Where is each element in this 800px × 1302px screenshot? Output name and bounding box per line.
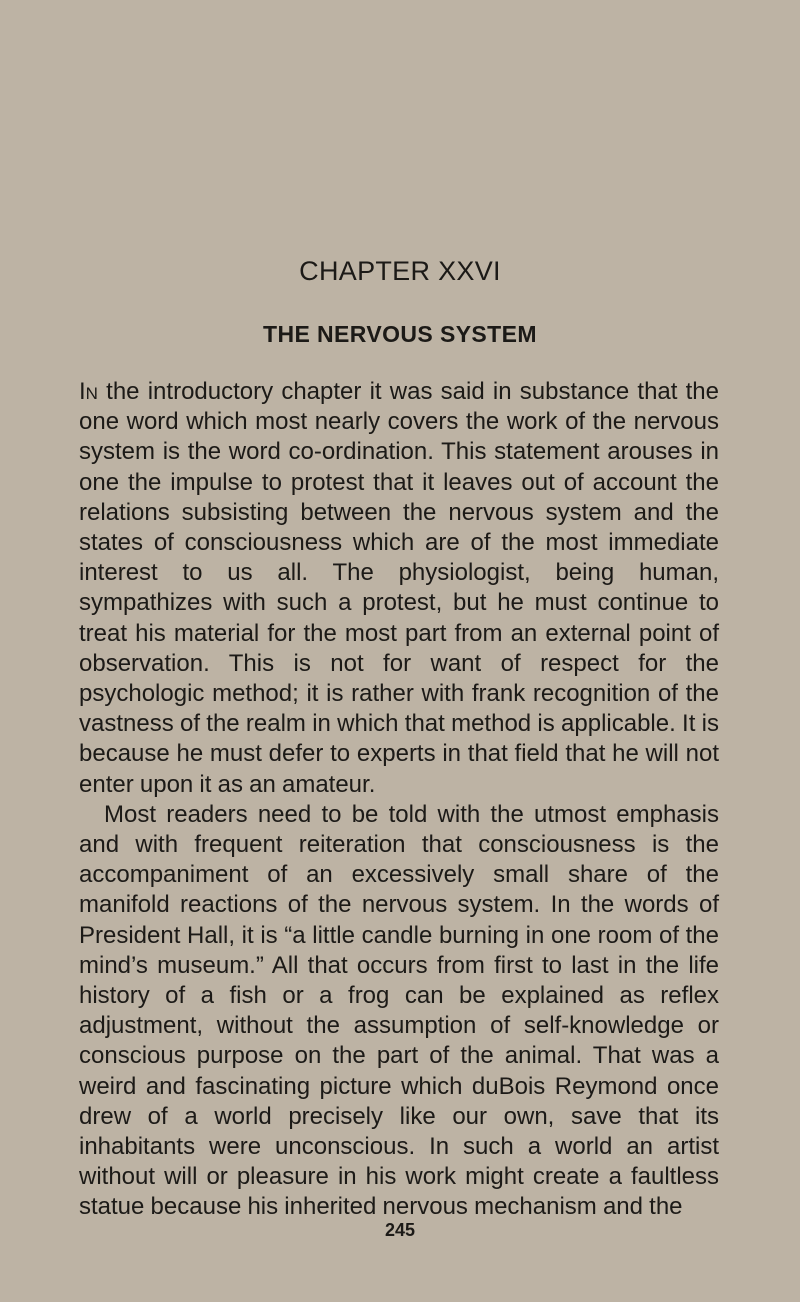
chapter-title: THE NERVOUS SYSTEM xyxy=(263,321,537,347)
paragraph-2: Most readers need to be told with the utmost emphasis and with frequent reiteration that consciousness is the accompaniment of an excessively small share of the manifold reactions of the nervous system. In the words of President Hall, it is “a little candle burning in one room of the mind’s museum.” All that occurs from first to last in the life history of a fish or a frog can be explained as reflex adjustment, without the assumption of self-knowledge or conscious purpose on the part of the animal. That was a weird and fascinating picture which duBois Reymond once drew of a world precisely like our own, save that its inhabitants were unconscious. In such a world an artist without will or pleasure in his work might create a faultless statue because his inherited nervous mechanism and the xyxy=(79,800,719,1221)
chapter-number: CHAPTER XXVI xyxy=(299,256,501,286)
body-text xyxy=(79,377,719,1223)
paragraph-lead-word: In xyxy=(79,378,98,405)
paragraph-1-text: the introductory chapter it was said in substance that the one word which most nearly covers the work of the nervous system is the word co-ordination. This statement arouses in one the impulse to protest that it leaves out of account the relations subsisting between the nervous system and the states of consciousness which are of the most immediate interest to us all. The physiologist, being human, sympathizes with such a protest, but he must continue to treat his material for the most part from an external point of observation. This is not for want of respect for the psychologic method; it is rather with frank recognition of the vastness of the realm in which that method is applicable. It is because he must defer to experts in that field that he will not enter upon it as an amateur. xyxy=(79,378,719,798)
paragraph-1 xyxy=(79,377,719,800)
page-number: 245 xyxy=(384,1220,416,1240)
